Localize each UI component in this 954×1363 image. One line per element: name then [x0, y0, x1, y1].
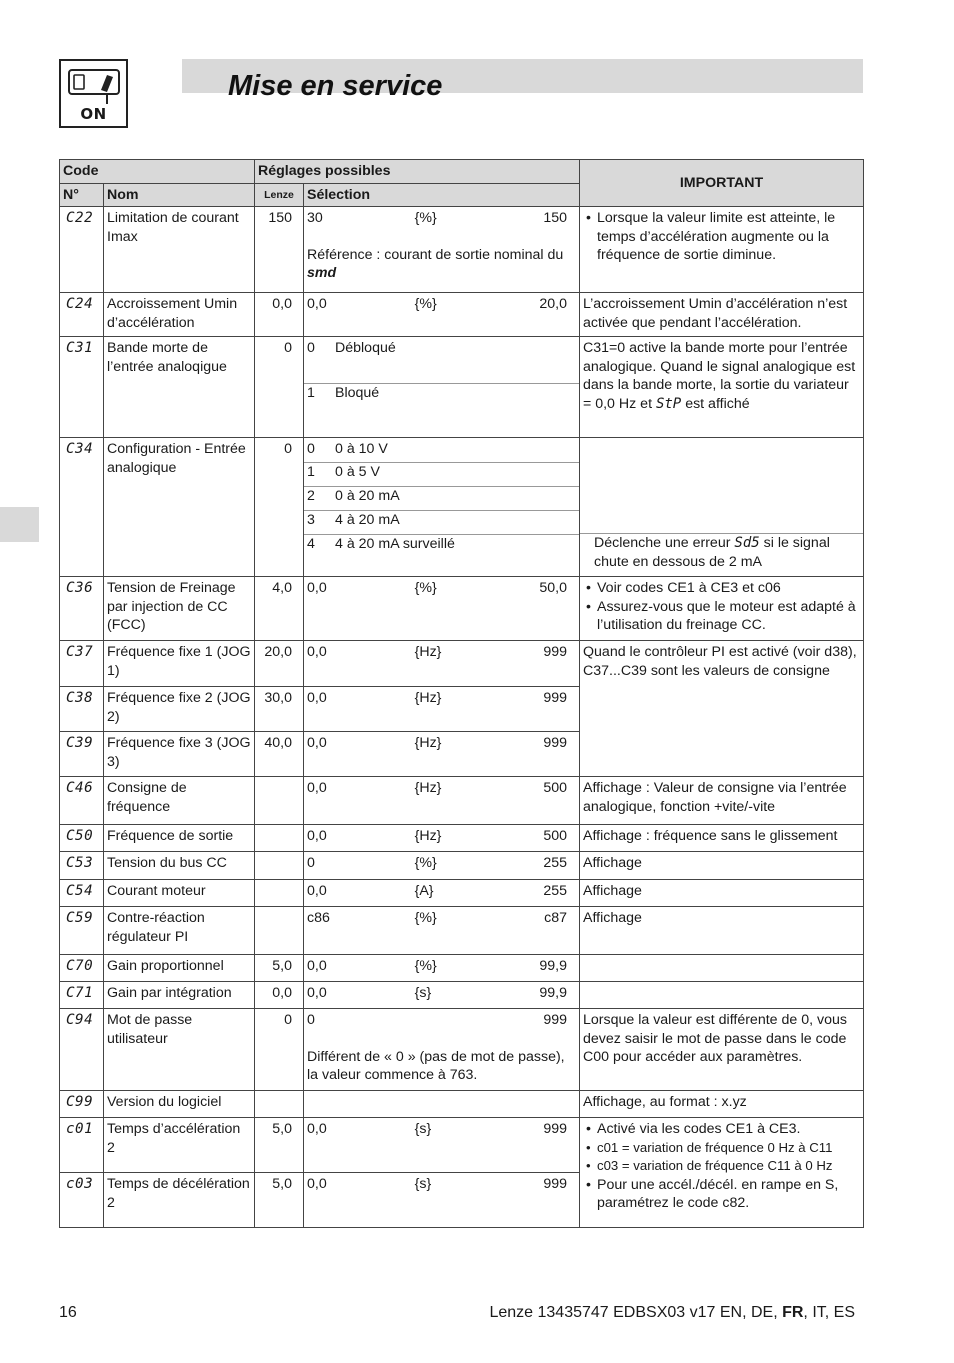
selection-cell: 0,0 {Hz} 500: [304, 825, 580, 852]
lenze-cell: 0: [255, 1009, 304, 1091]
important-cell: Affichage, au format : x.yz: [580, 1091, 864, 1118]
page-number: 16: [59, 1304, 77, 1321]
table-row: [60, 982, 864, 1009]
table-row: [60, 293, 864, 337]
code-cell: C99: [60, 1091, 104, 1118]
selection-cell: 0,0 {Hz} 999: [304, 687, 580, 732]
lenze-cell: 0: [255, 337, 304, 438]
nom-cell: Contre-réaction régulateur PI: [104, 907, 255, 955]
selection-cell: 0,0 {s} 999: [304, 1118, 580, 1173]
lenze-cell: 20,0: [255, 641, 304, 687]
important-cell: Affichage: [580, 852, 864, 880]
code-cell: C94: [60, 1009, 104, 1091]
lenze-cell: 30,0: [255, 687, 304, 732]
table-row: [60, 438, 864, 577]
nom-cell: Bande morte de l’entrée analoqigue: [104, 337, 255, 438]
important-cell: [580, 982, 864, 1009]
important-cell: Quand le contrôleur PI est activé (voir d38), C37...C39 sont les valeurs de consigne: [580, 641, 864, 777]
code-cell: c03: [60, 1173, 104, 1228]
code-cell: C31: [60, 337, 104, 438]
important-cell: Déclenche une erreur Sd5 si le signal chute en dessous de 2 mA: [580, 438, 864, 577]
selection-cell: 0,0 {Hz} 500: [304, 777, 580, 825]
nom-cell: Fréquence fixe 1 (JOG 1): [104, 641, 255, 687]
parameter-table: [59, 159, 864, 1228]
code-cell: C54: [60, 880, 104, 907]
header-nom: Nom: [104, 183, 255, 207]
stp-display-text: StP: [655, 395, 682, 412]
lenze-cell: 4,0: [255, 577, 304, 641]
important-cell: Lorsque la valeur est différente de 0, vous devez saisir le mot de passe dans le code C00 pour accéder aux paramètres.: [580, 1009, 864, 1091]
selection-cell: 0 {%} 255: [304, 852, 580, 880]
nom-cell: Configuration - Entrée analogique: [104, 438, 255, 577]
header-important: IMPORTANT: [580, 160, 864, 207]
table-row: [60, 907, 864, 955]
table-row: [60, 641, 864, 687]
lenze-cell: [255, 777, 304, 825]
code-cell: C70: [60, 955, 104, 982]
lenze-cell: 5,0: [255, 1118, 304, 1173]
lenze-cell: 150: [255, 207, 304, 293]
on-label: ON: [80, 105, 107, 123]
lenze-cell: 40,0: [255, 732, 304, 777]
table-row: [60, 1118, 864, 1173]
nom-cell: Limitation de courant Imax: [104, 207, 255, 293]
unit: {%}: [414, 210, 437, 226]
important-cell: Affichage: [580, 880, 864, 907]
code-cell: C36: [60, 577, 104, 641]
header-selection: Sélection: [304, 183, 580, 207]
selection-cell: c86 {%} c87: [304, 907, 580, 955]
selection-cell: 0 Débloqué 1 Bloqué: [304, 337, 580, 438]
selection-cell: 0,0 {Hz} 999: [304, 641, 580, 687]
lenze-cell: 5,0: [255, 955, 304, 982]
important-cell: Affichage : fréquence sans le glissement: [580, 825, 864, 852]
code-cell: C24: [60, 293, 104, 337]
selection-cell: [304, 207, 580, 293]
code-cell: C38: [60, 687, 104, 732]
selection-cell: 0,0 {A} 255: [304, 880, 580, 907]
code-cell: C34: [60, 438, 104, 577]
table-header-row: [60, 160, 864, 184]
important-cell: • Activé via les codes CE1 à CE3. • c01 = variation de fréquence 0 Hz à C11 • c03 = variation de fréquence C11 à 0 Hz • Pour une accél./décél. en rampe en S, paramétrez le code c82.: [580, 1118, 864, 1228]
table-row: [60, 852, 864, 880]
code-cell: C46: [60, 777, 104, 825]
header-no: N°: [60, 183, 104, 207]
lenze-cell: [255, 825, 304, 852]
selection-cell: 0 999 Différent de « 0 » (pas de mot de passe), la valeur commence à 763.: [304, 1009, 580, 1091]
selection-cell: 0,0 {%} 50,0: [304, 577, 580, 641]
lenze-cell: [255, 1091, 304, 1118]
nom-cell: Temps de décélération 2: [104, 1173, 255, 1228]
table-row: [60, 955, 864, 982]
nom-cell: Temps d’accélération 2: [104, 1118, 255, 1173]
table-row: [60, 337, 864, 438]
code-cell: C59: [60, 907, 104, 955]
selection-cell: [304, 1091, 580, 1118]
nom-cell: Gain par intégration: [104, 982, 255, 1009]
important-cell: • Lorsque la valeur limite est atteinte, le temps d’accélération augmente ou la fréquence de sortie diminue.: [580, 207, 864, 293]
lenze-cell: 5,0: [255, 1173, 304, 1228]
code-cell: C53: [60, 852, 104, 880]
code-cell: C37: [60, 641, 104, 687]
on-switch-icon: [59, 59, 128, 128]
selection-cell: 0,0 {Hz} 999: [304, 732, 580, 777]
table-row: [60, 207, 864, 293]
header-reglages: Réglages possibles: [255, 160, 580, 184]
important-cell: Affichage : Valeur de consigne via l’entrée analogique, fonction +vite/-vite: [580, 777, 864, 825]
important-cell: Affichage: [580, 907, 864, 955]
table-row: [60, 577, 864, 641]
nom-cell: Courant moteur: [104, 880, 255, 907]
code-cell: C22: [60, 207, 104, 293]
nom-cell: Fréquence de sortie: [104, 825, 255, 852]
nom-cell: Consigne de fréquence: [104, 777, 255, 825]
current-language: FR: [782, 1304, 804, 1321]
max-value: 150: [543, 210, 567, 226]
table-row: [60, 1009, 864, 1091]
selection-note: Différent de « 0 » (pas de mot de passe), la valeur commence à 763.: [307, 1048, 565, 1083]
nom-cell: Mot de passe utilisateur: [104, 1009, 255, 1091]
important-cell: • Voir codes CE1 à CE3 et c06 • Assurez-vous que le moteur est adapté à l’utilisation du freinage CC.: [580, 577, 864, 641]
important-cell: L’accroissement Umin d’accélération n’est activée que pendant l’accélération.: [580, 293, 864, 337]
sd5-display-text: Sd5: [734, 535, 760, 551]
smd-text: smd: [307, 265, 337, 281]
code-cell: C71: [60, 982, 104, 1009]
important-cell: C31=0 active la bande morte pour l’entrée analogique. Quand le signal analogique est dans la bande morte, la sortie du variateur = 0,0 Hz et StP est affiché: [580, 337, 864, 438]
nom-cell: Accroissement Umin d’accélération: [104, 293, 255, 337]
nom-cell: Fréquence fixe 2 (JOG 2): [104, 687, 255, 732]
header-lenze: Lenze: [255, 183, 304, 207]
min-value: 30: [307, 210, 323, 226]
lenze-cell: [255, 880, 304, 907]
table-row: [60, 1091, 864, 1118]
code-cell: C39: [60, 732, 104, 777]
table-row: [60, 825, 864, 852]
selection-cell: 0,0 {%} 99,9: [304, 955, 580, 982]
selection-cell: 0,0 {s} 99,9: [304, 982, 580, 1009]
nom-cell: Fréquence fixe 3 (JOG 3): [104, 732, 255, 777]
table-row: [60, 880, 864, 907]
power-switch-icon: [67, 66, 121, 106]
lenze-cell: [255, 907, 304, 955]
header-code: Code: [60, 160, 255, 184]
nom-cell: Gain proportionnel: [104, 955, 255, 982]
code-cell: C50: [60, 825, 104, 852]
lenze-cell: 0: [255, 438, 304, 577]
side-tab-marker: [0, 507, 39, 542]
lenze-cell: 0,0: [255, 293, 304, 337]
document-reference: Lenze 13435747 EDBSX03 v17 EN, DE, FR, IT, ES: [489, 1304, 855, 1321]
nom-cell: Version du logiciel: [104, 1091, 255, 1118]
selection-cell: 0,0 {%} 20,0: [304, 293, 580, 337]
lenze-cell: 0,0: [255, 982, 304, 1009]
selection-cell: 0,0 {s} 999: [304, 1173, 580, 1228]
nom-cell: Tension du bus CC: [104, 852, 255, 880]
lenze-cell: [255, 852, 304, 880]
selection-note: Référence : courant de sortie nominal du smd: [307, 246, 564, 281]
page-title: Mise en service: [228, 70, 443, 102]
code-cell: c01: [60, 1118, 104, 1173]
table-row: [60, 777, 864, 825]
important-cell: [580, 955, 864, 982]
selection-cell: 0 0 à 10 V 1 0 à 5 V 2 0 à 20 mA 3 4 à 20 mA 4 4 à 20 mA surveillé: [304, 438, 580, 577]
nom-cell: Tension de Freinage par injection de CC (FCC): [104, 577, 255, 641]
